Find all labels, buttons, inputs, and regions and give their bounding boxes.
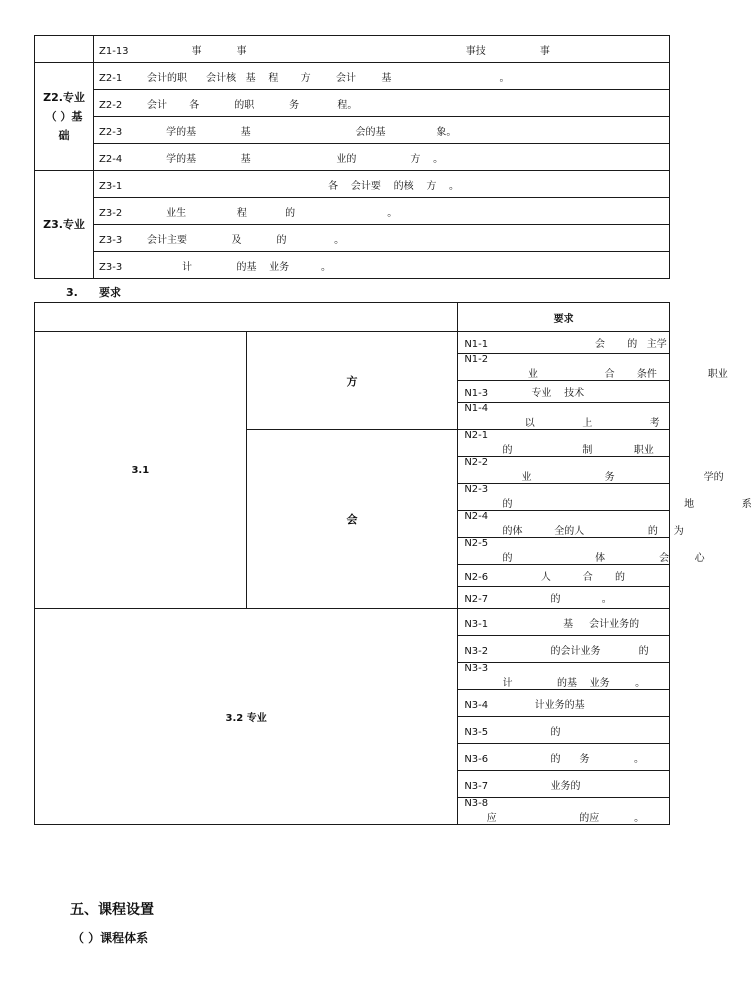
section-number: 3. bbox=[66, 286, 78, 299]
item-text: 计 的基 业务 。 bbox=[147, 261, 331, 273]
table-cell bbox=[458, 717, 670, 744]
requirements-table bbox=[34, 302, 752, 825]
category-cell-z3 bbox=[35, 171, 94, 279]
table-cell bbox=[94, 198, 670, 225]
category-cell-continued bbox=[35, 36, 94, 63]
table-cell bbox=[458, 430, 670, 457]
table-row bbox=[35, 90, 670, 117]
table-cell bbox=[458, 457, 724, 484]
item-text: 的 体 会 心 bbox=[464, 553, 705, 564]
item-text: 的 。 bbox=[512, 594, 612, 605]
table-cell bbox=[458, 565, 670, 587]
item-code: N3-2 bbox=[464, 645, 489, 657]
table-row bbox=[35, 144, 670, 171]
item-code: N2-1 bbox=[464, 430, 489, 441]
category-label: Z2.专业 bbox=[43, 91, 85, 104]
table-row bbox=[35, 198, 670, 225]
item-code: Z1-13 bbox=[99, 45, 129, 57]
category-cell-z2 bbox=[35, 63, 94, 171]
table-cell bbox=[458, 587, 670, 609]
table-cell bbox=[458, 403, 670, 430]
table-cell bbox=[458, 381, 670, 403]
item-code: Z3-1 bbox=[99, 180, 123, 192]
item-code: N3-8 bbox=[464, 798, 489, 809]
table-cell bbox=[94, 225, 670, 252]
table-cell bbox=[94, 144, 670, 171]
item-code: N2-4 bbox=[464, 511, 489, 522]
item-text: 计 的基 业务 。 bbox=[464, 678, 646, 689]
item-code: N3-4 bbox=[464, 699, 489, 711]
table-cell bbox=[458, 690, 670, 717]
header-blank-cell bbox=[35, 303, 458, 332]
group-cell-3-2: 3.2 专业 bbox=[35, 609, 458, 825]
item-code: N3-1 bbox=[464, 618, 489, 630]
item-code: N2-7 bbox=[464, 594, 489, 605]
item-code: Z2-4 bbox=[99, 153, 123, 165]
table-cell bbox=[94, 252, 670, 279]
table-cell bbox=[458, 663, 670, 690]
subgroup-cell: 方 bbox=[246, 332, 458, 430]
table-cell bbox=[94, 117, 670, 144]
item-text: 事 事 事技 事 bbox=[147, 45, 550, 57]
item-code: N1-1 bbox=[464, 339, 489, 350]
table-cell bbox=[458, 354, 728, 381]
item-code: N1-4 bbox=[464, 403, 489, 414]
table-cell bbox=[94, 90, 670, 117]
item-text: 的体 全的人 的 为 bbox=[464, 526, 684, 537]
category-label: （ ）基 bbox=[45, 110, 83, 123]
table-row bbox=[35, 609, 670, 636]
table-cell bbox=[94, 171, 670, 198]
item-code: N2-3 bbox=[464, 484, 489, 495]
table-row bbox=[35, 36, 670, 63]
item-code: N1-2 bbox=[464, 354, 489, 365]
item-text: 会计 各 的职 务 程。 bbox=[147, 99, 358, 111]
table-row bbox=[35, 332, 670, 354]
item-text: 会计的职 会计核 基 程 方 会计 基 。 bbox=[147, 72, 510, 84]
item-code: N3-3 bbox=[464, 663, 489, 674]
item-text: 业 务 学的 bbox=[464, 472, 724, 483]
table-cell bbox=[458, 798, 670, 825]
table-cell bbox=[458, 636, 670, 663]
table-cell bbox=[458, 609, 670, 636]
table-cell bbox=[458, 538, 705, 565]
item-text: 各 会计要 的核 方 。 bbox=[147, 180, 460, 192]
item-text: 的 务 。 bbox=[512, 753, 645, 765]
item-code: N2-6 bbox=[464, 572, 489, 583]
item-text: 的 地 系 bbox=[464, 499, 752, 510]
item-code: N3-7 bbox=[464, 780, 489, 792]
table-cell bbox=[458, 744, 670, 771]
table-cell bbox=[94, 63, 670, 90]
table-row bbox=[35, 117, 670, 144]
item-text: 会计主要 及 的 。 bbox=[147, 234, 345, 246]
item-text: 的 bbox=[512, 726, 561, 738]
item-text: 业务的 bbox=[512, 780, 581, 792]
item-code: Z3-3 bbox=[99, 261, 123, 273]
item-code: N2-5 bbox=[464, 538, 489, 549]
subgroup-cell: 会 bbox=[246, 430, 458, 609]
item-text: 会 的 主学 bbox=[512, 339, 667, 350]
table-cell bbox=[458, 332, 670, 354]
item-code: N2-2 bbox=[464, 457, 489, 468]
item-code: Z2-3 bbox=[99, 126, 123, 138]
item-text: 计业务的基 bbox=[512, 699, 585, 711]
item-text: 学的基 基 会的基 象。 bbox=[147, 126, 457, 138]
item-code: N1-3 bbox=[464, 388, 489, 399]
group-cell-3-1: 3.1 bbox=[35, 332, 247, 609]
column-header: 要求 bbox=[458, 303, 670, 332]
item-code: Z2-1 bbox=[99, 72, 123, 84]
item-text: 学的基 基 业的 方 。 bbox=[147, 153, 444, 165]
table-cell bbox=[458, 511, 684, 538]
table-row bbox=[35, 171, 670, 198]
item-text: 应 的应 。 bbox=[464, 813, 645, 824]
item-text: 人 合 的 bbox=[512, 572, 625, 583]
course-objectives-table bbox=[34, 35, 670, 279]
section-title: 要求 bbox=[99, 286, 121, 299]
table-cell bbox=[458, 771, 670, 798]
item-code: Z2-2 bbox=[99, 99, 123, 111]
item-text: 的会计业务 的 bbox=[512, 645, 649, 657]
item-text: 业生 程 的 。 bbox=[147, 207, 398, 219]
table-row bbox=[35, 225, 670, 252]
item-code: N3-6 bbox=[464, 753, 489, 765]
item-text: 的 制 职业 bbox=[464, 445, 654, 456]
table-header-row bbox=[35, 303, 670, 332]
section-heading bbox=[66, 284, 121, 300]
item-text: 以 上 考 bbox=[464, 418, 660, 429]
category-label: Z3.专业 bbox=[43, 218, 85, 231]
subsection-title: （ ）课程体系 bbox=[72, 931, 149, 945]
item-code: Z3-2 bbox=[99, 207, 123, 219]
table-row bbox=[35, 252, 670, 279]
table-cell bbox=[458, 484, 752, 511]
item-text: 专业 技术 bbox=[512, 388, 585, 399]
table-row bbox=[35, 63, 670, 90]
item-text: 基 会计业务的 bbox=[512, 618, 640, 630]
category-label: 础 bbox=[58, 129, 70, 142]
table-cell bbox=[94, 36, 670, 63]
item-code: N3-5 bbox=[464, 726, 489, 738]
section-title-5: 五、课程设置 bbox=[70, 902, 154, 918]
item-text: 业 合 条件 职业 bbox=[464, 369, 728, 380]
item-code: Z3-3 bbox=[99, 234, 123, 246]
